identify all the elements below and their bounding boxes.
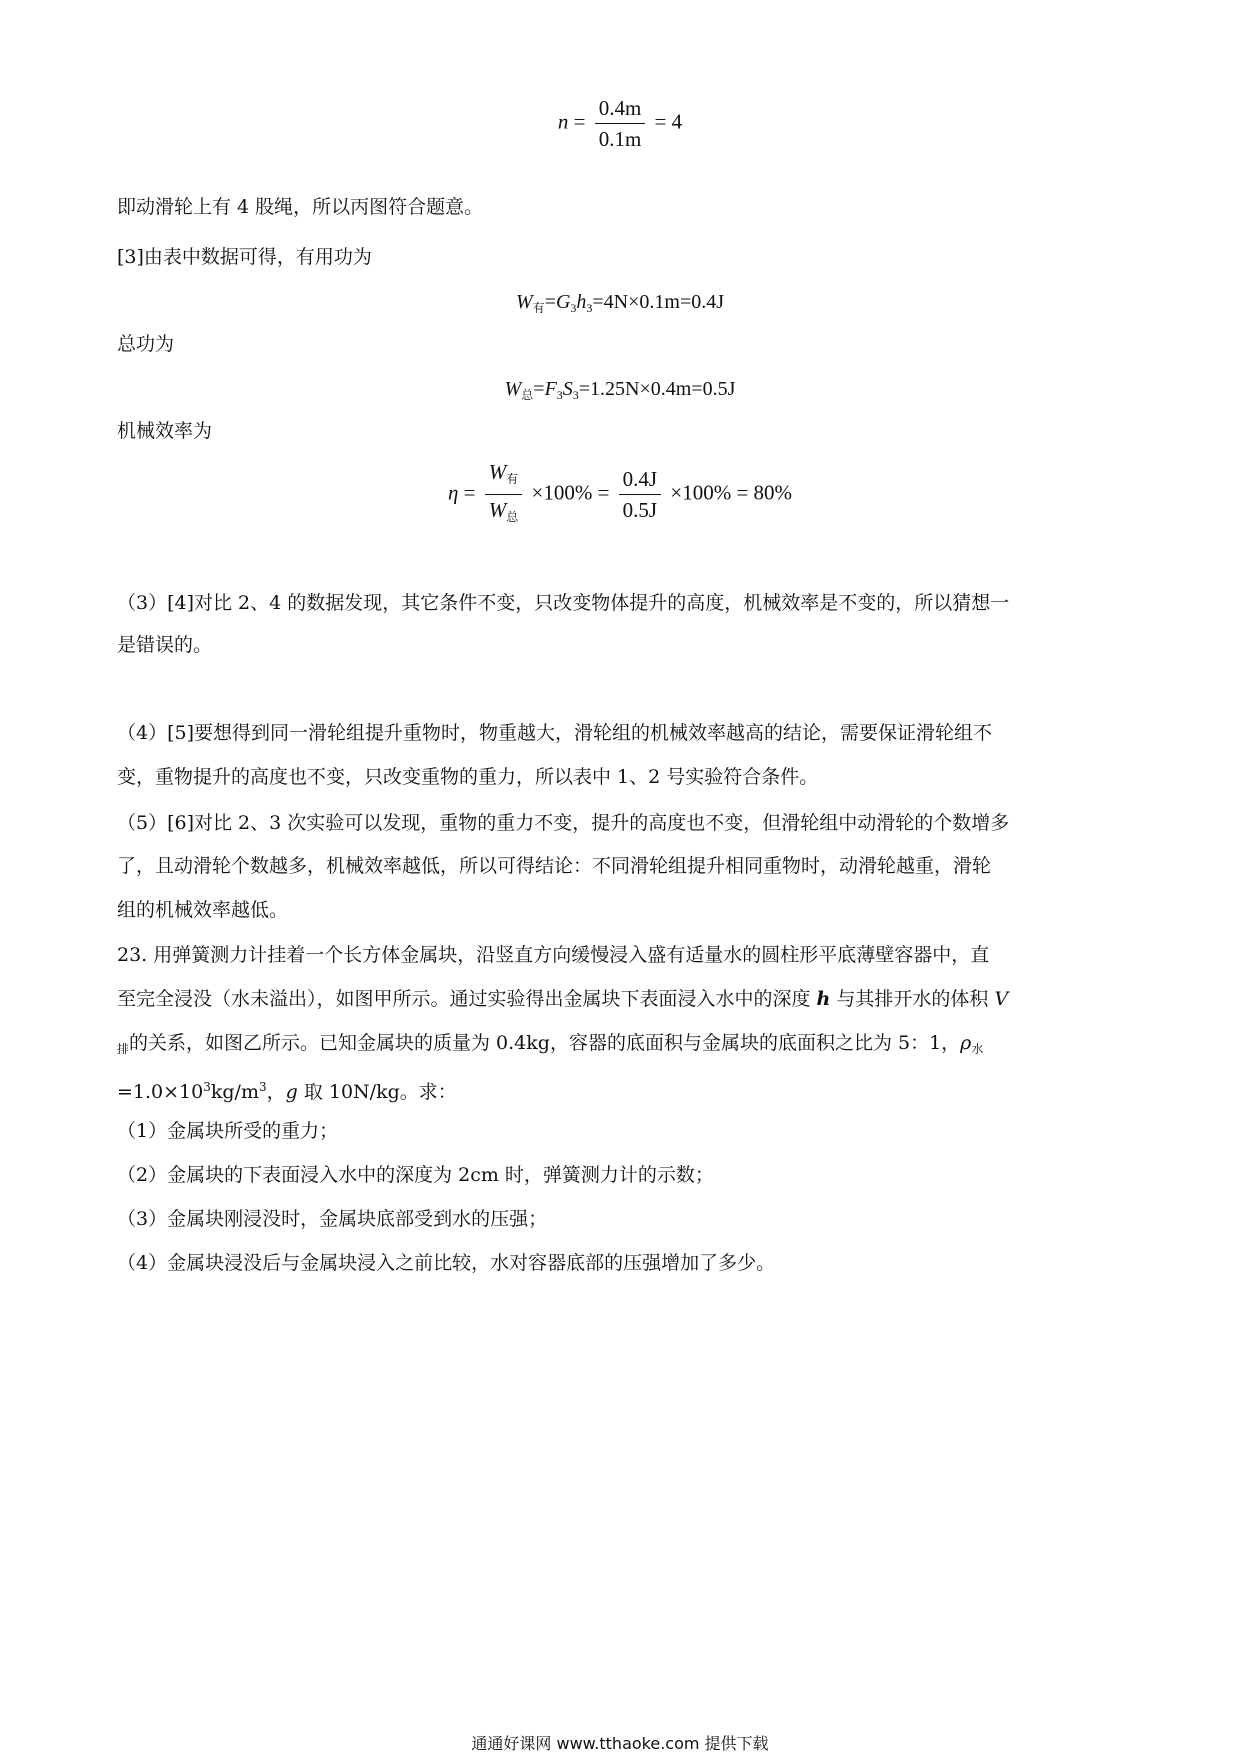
- eq-var-w: W: [504, 378, 522, 400]
- text-segment: 取 10N/kg。求：: [297, 1081, 457, 1103]
- sub-shui: 水: [971, 1042, 984, 1056]
- var-v: V: [994, 988, 1009, 1010]
- eq-var-eta: η: [447, 480, 459, 505]
- paragraph-part3-line2: 是错误的。: [117, 634, 213, 656]
- eq-sub: 3: [586, 301, 593, 315]
- paragraph-part3-line1: （3）[4]对比 2、4 的数据发现，其它条件不变，只改变物体提升的高度，机械效率是不变的，所以猜想一: [117, 592, 1010, 614]
- eq-var-n: n: [557, 109, 569, 134]
- equation-total-work: [0, 378, 1240, 403]
- text-segment: 的关系，如图乙所示。已知金属块的质量为 0.4kg，容器的底面积与金属块的底面积之比为 5：1，: [129, 1032, 961, 1054]
- eq-sign: =: [544, 291, 556, 313]
- paragraph-part4-line2: 变，重物提升的高度也不变，只改变重物的重力，所以表中 1、2 号实验符合条件。: [117, 766, 819, 788]
- question-23-line2: [117, 986, 1008, 1012]
- text-segment: 至完全浸没（水未溢出），如图甲所示。通过实验得出金属块下表面浸入水中的深度: [117, 988, 817, 1010]
- eq-var-h: h: [576, 291, 587, 313]
- text-segment: kg/m: [210, 1081, 259, 1103]
- eq-var-s: S: [562, 378, 573, 400]
- fraction-denominator: 0.5J: [622, 498, 658, 522]
- eq-var-w: W: [515, 291, 533, 313]
- fraction-numerator: 0.4m: [595, 96, 646, 124]
- eq-sub: 3: [570, 301, 577, 315]
- eq-sub-zong: 总: [506, 510, 519, 524]
- question-23-line4: [117, 1074, 457, 1105]
- var-g: g: [285, 1081, 298, 1103]
- text-segment: 与其排开水的体积: [830, 988, 995, 1010]
- text-segment: ，: [266, 1081, 286, 1103]
- sub-pai: 排: [117, 1042, 130, 1056]
- eq-sign: =: [533, 378, 545, 400]
- paragraph-total-work: 总功为: [117, 333, 175, 355]
- question-23-sub2: （2）金属块的下表面浸入水中的深度为 2cm 时，弹簧测力计的示数；: [117, 1164, 714, 1186]
- paragraph-part4-line1: （4）[5]要想得到同一滑轮组提升重物时，物重越大，滑轮组的机械效率越高的结论，需要保证滑轮组不: [117, 722, 993, 744]
- question-23-line3: [117, 1030, 983, 1062]
- paragraph-useful-work: [3]由表中数据可得，有用功为: [117, 246, 372, 268]
- question-23-sub3: （3）金属块刚浸没时，金属块底部受到水的压强；: [117, 1208, 548, 1230]
- eq-sub-you: 有: [532, 301, 545, 315]
- eq-var-w: W: [488, 498, 507, 522]
- eq-sub: 3: [556, 388, 563, 402]
- equation-efficiency: [0, 460, 1240, 529]
- fraction-numerator: [485, 460, 523, 495]
- paragraph-efficiency: 机械效率为: [117, 420, 213, 442]
- page-footer: 通通好课网 www.tthaoke.com 提供下载: [471, 1734, 769, 1753]
- fraction-numerator: 0.4J: [619, 467, 661, 495]
- eq-var-g: G: [555, 291, 571, 313]
- question-23-line1: 23. 用弹簧测力计挂着一个长方体金属块，沿竖直方向缓慢浸入盛有适量水的圆柱形平底薄壁容器中，直: [117, 944, 990, 966]
- eq-result: = 4: [654, 109, 683, 134]
- equation-n: [0, 96, 1240, 151]
- eq-times: ×100% =: [531, 480, 610, 505]
- equation-useful-work: [0, 291, 1240, 316]
- eq-var-f: F: [544, 378, 557, 400]
- fraction: [595, 96, 646, 151]
- fraction-joules: [619, 467, 661, 522]
- var-h: h: [816, 988, 831, 1010]
- superscript: 3: [203, 1080, 211, 1094]
- fraction-w-ratio: [485, 460, 523, 529]
- question-23-sub4: （4）金属块浸没后与金属块浸入之前比较，水对容器底部的压强增加了多少。: [117, 1252, 776, 1274]
- eq-sub-you: 有: [506, 472, 519, 486]
- paragraph-strands: 即动滑轮上有 4 股绳，所以丙图符合题意。: [117, 196, 484, 218]
- question-23-sub1: （1）金属块所受的重力；: [117, 1120, 339, 1142]
- paragraph-part5-line2: 了，且动滑轮个数越多，机械效率越低，所以可得结论：不同滑轮组提升相同重物时，动滑轮越重，滑轮: [117, 855, 992, 877]
- superscript: 3: [258, 1080, 267, 1094]
- fraction-denominator: [485, 495, 523, 529]
- paragraph-part5-line3: 组的机械效率越低。: [117, 899, 289, 921]
- eq-var-w: W: [488, 460, 507, 484]
- eq-sign: =: [463, 480, 476, 505]
- text-segment: =1.0×10: [117, 1081, 204, 1103]
- eq-rest: =1.25N×0.4m=0.5J: [578, 378, 736, 400]
- fraction-denominator: 0.1m: [598, 127, 642, 151]
- var-rho: ρ: [960, 1032, 972, 1054]
- eq-sign: =: [573, 109, 586, 134]
- paragraph-part5-line1: （5）[6]对比 2、3 次实验可以发现，重物的重力不变，提升的高度也不变，但滑轮组中动滑轮的个数增多: [117, 812, 1010, 834]
- eq-result: ×100% = 80%: [670, 480, 793, 505]
- eq-sub: 3: [572, 388, 579, 402]
- eq-sub-zong: 总: [521, 388, 534, 402]
- eq-rest: =4N×0.1m=0.4J: [592, 291, 725, 313]
